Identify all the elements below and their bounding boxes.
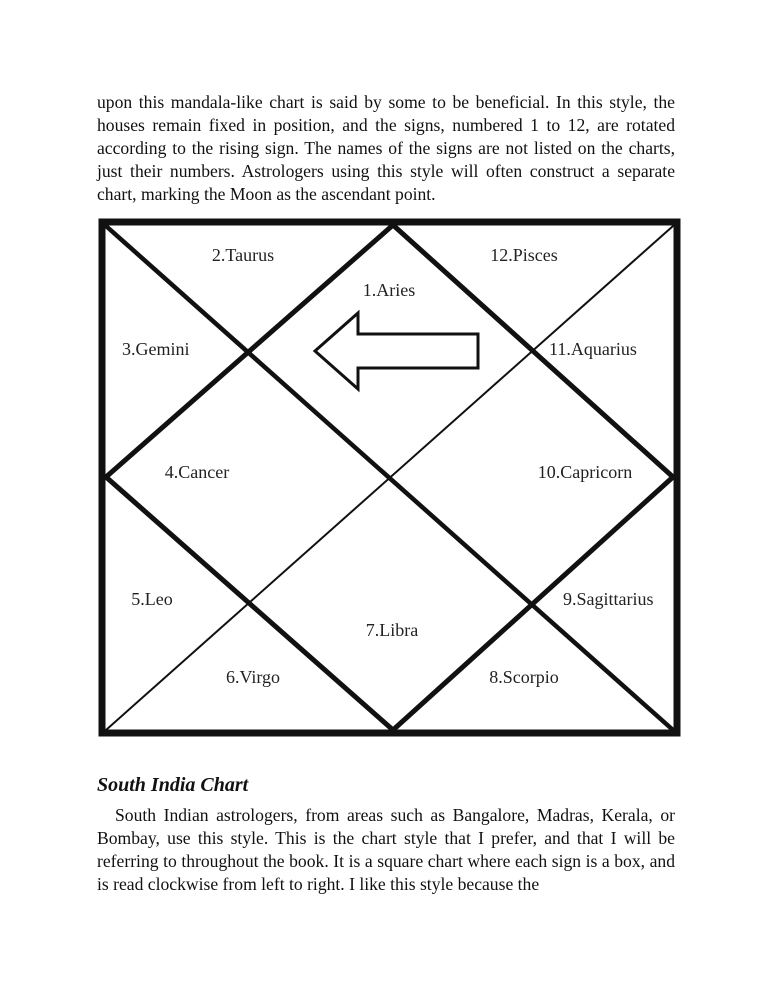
house-label-libra: 7.Libra	[365, 620, 419, 640]
section-heading: South India Chart	[97, 774, 249, 796]
house-label-sagittarius: 9.Sagittarius	[563, 589, 654, 609]
house-label-aries: 1.Aries	[362, 280, 416, 300]
intro-paragraph: upon this mandala-like chart is said by some to be beneficial. In this style, the houses remain fixed in position, and the signs, numbered 1 to 12, are rotated according to the rising sign. The names of the signs are not listed on the charts, just their numbers. Astrologers using this style will often construct a separate chart, marking the Moon as the ascendant point.	[97, 92, 675, 204]
house-label-cancer: 4.Cancer	[164, 462, 230, 482]
house-label-aquarius: 11.Aquarius	[549, 339, 637, 359]
house-label-pisces: 12.Pisces	[490, 245, 558, 265]
house-label-scorpio: 8.Scorpio	[489, 667, 559, 687]
house-label-capricorn: 10.Capricorn	[537, 462, 633, 482]
ascendant-arrow-icon	[315, 313, 478, 389]
body-paragraph: South Indian astrologers, from areas such as Bangalore, Madras, Kerala, or Bombay, use this style. This is the chart style that I prefer, and that I will be referring to throughout the book. It is a square chart where each sign is a box, and is read clockwise from left to right. I like this style because the	[97, 805, 675, 894]
house-label-gemini: 3.Gemini	[122, 339, 190, 359]
house-label-virgo: 6.Virgo	[225, 667, 281, 687]
house-label-taurus: 2.Taurus	[211, 245, 275, 265]
house-label-leo: 5.Leo	[131, 589, 173, 609]
